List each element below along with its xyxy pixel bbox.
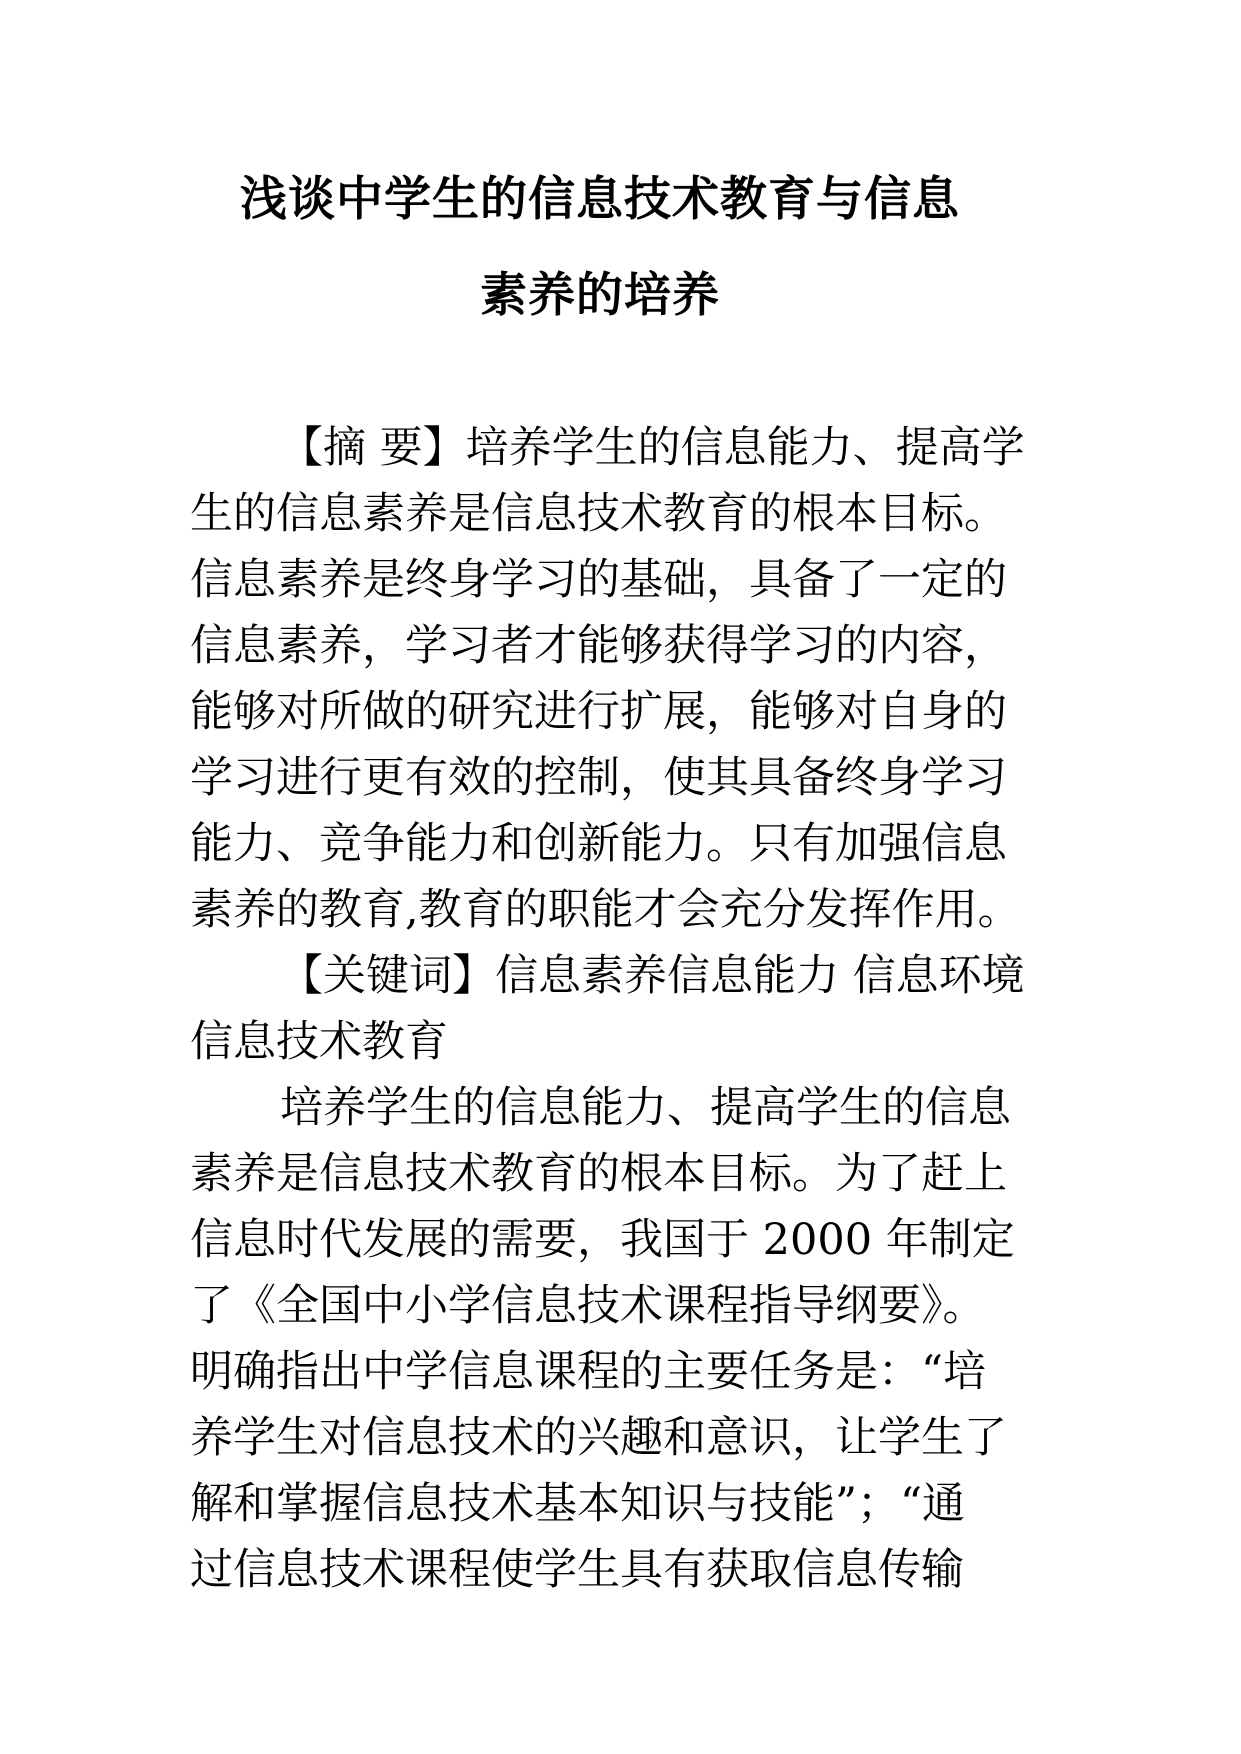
abstract-line: 能够对所做的研究进行扩展，能够对自身的	[190, 687, 1007, 737]
abstract-line: 生的信息素养是信息技术教育的根本目标。	[190, 489, 1007, 539]
paragraph-line: 明确指出中学信息课程的主要任务是：“培	[190, 1347, 986, 1397]
document-title-line-2: 素养的培养	[480, 268, 720, 323]
paragraph-line: 过信息技术课程使学生具有获取信息传输	[190, 1545, 964, 1595]
keywords-line: 【关键词】信息素养信息能力 信息环境	[280, 951, 1025, 1001]
paragraph-line: 素养是信息技术教育的根本目标。为了赶上	[190, 1149, 1007, 1199]
paragraph-line: 养学生对信息技术的兴趣和意识，让学生了	[190, 1413, 1007, 1463]
paragraph-line: 培养学生的信息能力、提高学生的信息	[280, 1083, 1011, 1133]
paragraph-line: 信息时代发展的需要，我国于 2000 年制定	[190, 1215, 1015, 1265]
abstract-line: 【摘 要】培养学生的信息能力、提高学	[280, 423, 1025, 473]
document-title-line-1: 浅谈中学生的信息技术教育与信息	[240, 172, 960, 227]
document-body	[190, 415, 1090, 1603]
paragraph-line: 了《全国中小学信息技术课程指导纲要》。	[190, 1281, 986, 1331]
abstract-line: 学习进行更有效的控制，使其具备终身学习	[190, 753, 1007, 803]
paragraph-line: 解和掌握信息技术基本知识与技能”；“通	[190, 1479, 965, 1529]
abstract-line: 素养的教育,教育的职能才会充分发挥作用。	[190, 885, 1021, 935]
keywords-line: 信息技术教育	[190, 1017, 448, 1067]
abstract-line: 信息素养，学习者才能够获得学习的内容，	[190, 621, 1007, 671]
abstract-line: 信息素养是终身学习的基础，具备了一定的	[190, 555, 1007, 605]
abstract-line: 能力、竞争能力和创新能力。只有加强信息	[190, 819, 1007, 869]
